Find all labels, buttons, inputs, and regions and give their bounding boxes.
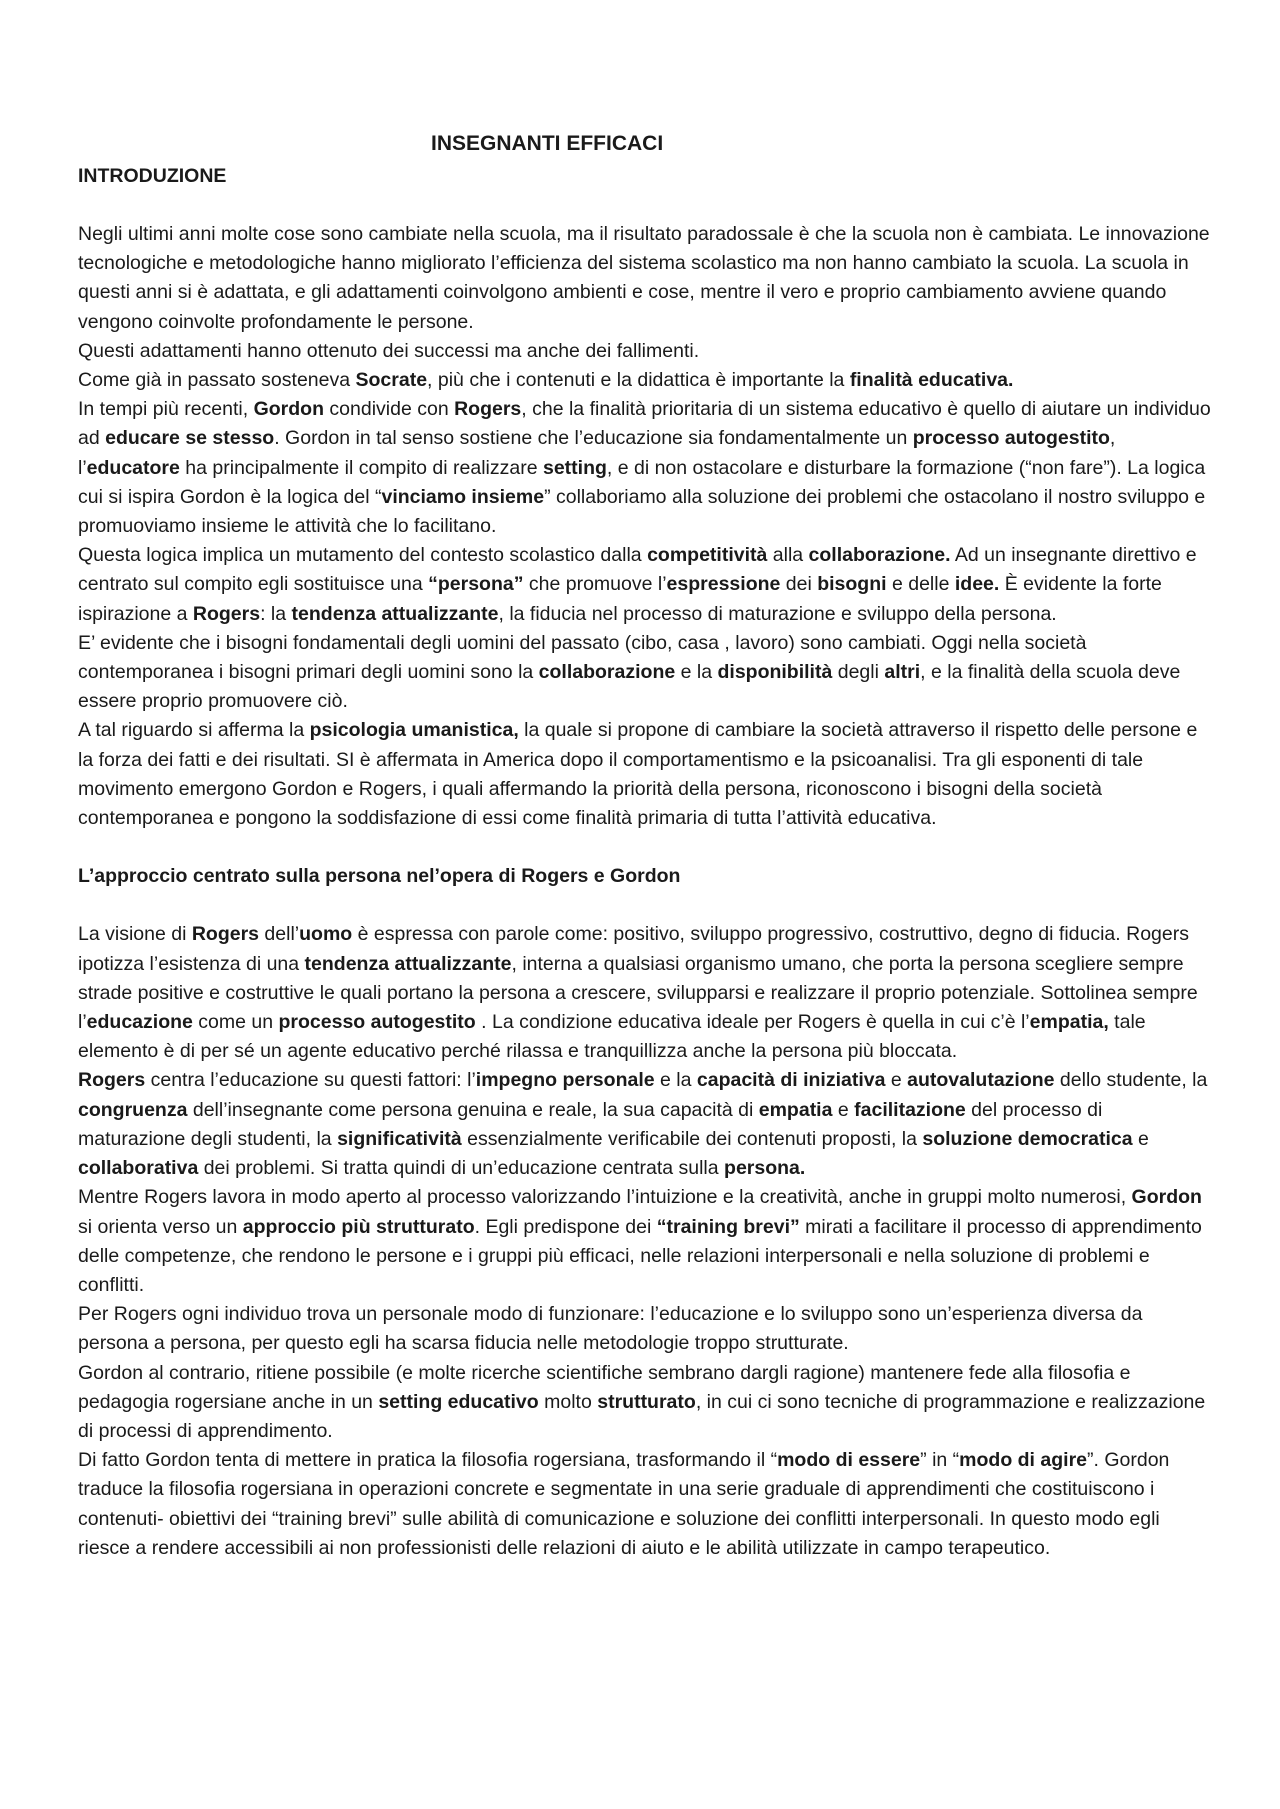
bold-text: soluzione democratica bbox=[922, 1127, 1133, 1150]
bold-text: disponibilità bbox=[717, 661, 833, 684]
text-run: Negli ultimi anni molte cose sono cambiate nella scuola, ma il risultato paradossale è che la scuola non è cambiata. Le innovazione tecnologiche e metodologiche hanno migliorato l’efficienza del sistema scolastico ma non hanno cambiato la scuola. La scuola in questi anni si è adattata, e gli adattamenti coinvolgono ambienti e cose, mentre il vero e proprio cambiamento avviene quando vengono coinvolte profondamente le persone. bbox=[78, 223, 1210, 333]
text-run: e delle bbox=[886, 573, 955, 596]
section2-body bbox=[78, 920, 1213, 1562]
bold-text: autovalutazione bbox=[907, 1069, 1055, 1092]
bold-text: modo di agire bbox=[959, 1449, 1088, 1472]
text-run: alla bbox=[767, 544, 809, 567]
paragraph bbox=[78, 1183, 1213, 1300]
text-run: Questa logica implica un mutamento del contesto scolastico dalla bbox=[78, 544, 648, 567]
bold-text: psicologia umanistica, bbox=[309, 719, 519, 742]
bold-text: setting bbox=[542, 456, 607, 479]
paragraph bbox=[78, 366, 1213, 395]
text-run: , che la finalità prioritaria di un sistema educativo è quello di aiutare un individuo ad bbox=[78, 398, 1211, 450]
text-run: , e la finalità della scuola deve essere proprio promuovere ciò. bbox=[78, 661, 1181, 713]
text-run: molto bbox=[538, 1390, 598, 1413]
bold-text: collaborazione bbox=[538, 661, 676, 684]
section-heading: L’approccio centrato sulla persona nel’opera di Rogers e Gordon bbox=[78, 865, 681, 888]
bold-text: persona. bbox=[724, 1157, 806, 1180]
bold-text: vinciamo insieme bbox=[381, 485, 545, 508]
bold-text: idee. bbox=[954, 573, 1000, 596]
text-run: Questi adattamenti hanno ottenuto dei successi ma anche dei fallimenti. bbox=[78, 339, 700, 362]
text-run: e bbox=[885, 1069, 908, 1092]
text-run: mirati a facilitare il processo di apprendimento delle competenze, che rendono le persone e i gruppi più efficaci, nelle relazioni interpersonali e nella soluzione di problemi e conflitti. bbox=[78, 1215, 1202, 1296]
text-run: , in cui ci sono tecniche di programmazione e realizzazione di processi di apprendimento. bbox=[78, 1390, 1206, 1442]
paragraph bbox=[78, 337, 1213, 366]
bold-text: approccio più strutturato bbox=[242, 1215, 475, 1238]
bold-text: educatore bbox=[86, 456, 180, 479]
bold-text: capacità di iniziativa bbox=[696, 1069, 886, 1092]
text-run: A tal riguardo si afferma la bbox=[78, 719, 310, 742]
text-run: , l’ bbox=[78, 427, 1116, 479]
text-run: la quale si propone di cambiare la società attraverso il rispetto delle persone e la forza dei fatti e dei risultati. SI è affermata in America dopo il comportamentismo e la psicoanalisi. Tra gli esponenti di tale movimento emergono Gordon e Rogers, i quali affermando la priorità della persona, riconoscono i bisogni della società contemporanea e pongono la soddisfazione di essi come finalità primaria di tutta l’attività educativa. bbox=[78, 719, 1198, 830]
bold-text: setting educativo bbox=[378, 1390, 539, 1413]
paragraph bbox=[78, 1300, 1213, 1358]
text-run: ” collaboriamo alla soluzione dei problemi che ostacolano il nostro sviluppo e promuoviamo insieme le attività che lo facilitano. bbox=[78, 485, 1206, 538]
text-run: e la bbox=[675, 661, 718, 684]
document-title: INSEGNANTI EFFICACI bbox=[431, 132, 664, 155]
bold-text: “persona” bbox=[428, 573, 524, 596]
text-run: . La condizione educativa ideale per Rogers è quella in cui c’è l’ bbox=[475, 1011, 1030, 1034]
text-run: centra l’educazione su questi fattori: l’ bbox=[145, 1069, 476, 1092]
bold-text: Gordon bbox=[1131, 1186, 1202, 1209]
paragraph bbox=[78, 541, 1213, 629]
bold-text: tendenza attualizzante bbox=[304, 952, 512, 975]
text-run: ” in “ bbox=[920, 1449, 960, 1472]
text-run: ”. Gordon traduce la filosofia rogersiana in operazioni concrete e segmentate in una serie graduale di apprendimenti che costituiscono i contenuti- obiettivi dei “training brevi” sulle abilità di comunicazione e soluzione dei conflitti interpersonali. In questo modo egli riesce a rendere accessibili ai non professionisti delle relazioni di aiuto e le abilità utilizzate in campo terapeutico. bbox=[78, 1449, 1170, 1559]
text-run: È evidente la forte ispirazione a bbox=[78, 573, 1162, 625]
document-page bbox=[78, 126, 1213, 1563]
text-run: : la bbox=[260, 602, 292, 625]
paragraph bbox=[78, 1359, 1213, 1447]
paragraph bbox=[78, 1066, 1213, 1183]
text-run: dello studente, la bbox=[1054, 1069, 1208, 1092]
bold-text: collaborativa bbox=[78, 1157, 199, 1180]
bold-text: Gordon bbox=[253, 398, 324, 421]
text-run: Come già in passato sosteneva bbox=[78, 369, 356, 392]
text-run: tale elemento è di per sé un agente educativo perché rilassa e tranquillizza anche la persona più bloccata. bbox=[78, 1011, 1146, 1063]
text-run: In tempi più recenti, bbox=[78, 398, 254, 421]
intro-heading: INTRODUZIONE bbox=[78, 165, 227, 187]
bold-text: facilitazione bbox=[854, 1098, 966, 1121]
intro-body bbox=[78, 220, 1213, 833]
text-run: e bbox=[832, 1098, 855, 1121]
bold-text: Rogers bbox=[191, 923, 260, 946]
text-run: si orienta verso un bbox=[78, 1215, 243, 1238]
text-run: , e di non ostacolare e disturbare la formazione (“non fare”). La logica cui si ispira Gordon è la logica del “ bbox=[78, 456, 1206, 508]
text-run: Per Rogers ogni individuo trova un personale modo di funzionare: l’educazione e lo sviluppo sono un’esperienza diversa da persona a persona, per questo egli ha scarsa fiducia nelle metodologie troppo strutturate. bbox=[78, 1303, 1143, 1355]
text-run: E’ evidente che i bisogni fondamentali degli uomini del passato (cibo, casa , lavoro) sono cambiati. Oggi nella società contemporanea i bisogni primari degli uomini sono la bbox=[78, 631, 1087, 684]
paragraph bbox=[78, 920, 1213, 1066]
bold-text: competitività bbox=[647, 544, 768, 567]
text-run: dell’insegnante come persona genuina e reale, la sua capacità di bbox=[187, 1098, 759, 1121]
text-run: e bbox=[1132, 1127, 1149, 1150]
text-run: , interna a qualsiasi organismo umano, che porta la persona scegliere sempre strade positive e costruttive le quali portano la persona a crescere, svilupparsi e realizzare il proprio potenziale. Sottolinea sempre l’ bbox=[78, 952, 1198, 1034]
text-run: essenzialmente verificabile dei contenuti proposti, la bbox=[461, 1127, 923, 1150]
paragraph bbox=[78, 1446, 1213, 1563]
text-run: dell’ bbox=[259, 923, 300, 946]
bold-text: “training brevi” bbox=[656, 1215, 800, 1238]
text-run: condivide con bbox=[324, 398, 455, 421]
bold-text: Socrate bbox=[355, 369, 428, 392]
paragraph bbox=[78, 395, 1213, 541]
text-run: , la fiducia nel processo di maturazione e sviluppo della persona. bbox=[498, 602, 1057, 625]
text-run: Ad un insegnante direttivo e centrato sul compito egli sostituisce una bbox=[78, 544, 1197, 596]
text-run: Gordon al contrario, ritiene possibile (e molte ricerche scientifiche sembrano dargli ragione) mantenere fede alla filosofia e pedagogia rogersiane anche in un bbox=[78, 1361, 1131, 1413]
text-run: , più che i contenuti e la didattica è importante la bbox=[427, 369, 850, 392]
text-run: Mentre Rogers lavora in modo aperto al processo valorizzando l’intuizione e la creatività, anche in gruppi molto numerosi, bbox=[78, 1186, 1132, 1209]
bold-text: finalità educativa. bbox=[849, 369, 1014, 392]
bold-text: modo di essere bbox=[777, 1449, 921, 1472]
paragraph bbox=[78, 629, 1213, 717]
bold-text: congruenza bbox=[78, 1098, 188, 1121]
bold-text: bisogni bbox=[817, 573, 887, 596]
bold-text: educazione bbox=[86, 1011, 193, 1034]
bold-text: collaborazione. bbox=[808, 544, 951, 567]
text-run: La visione di bbox=[78, 923, 192, 946]
bold-text: significatività bbox=[337, 1127, 462, 1150]
text-run: dei problemi. Si tratta quindi di un’educazione centrata sulla bbox=[198, 1157, 725, 1180]
text-run: ha principalmente il compito di realizzare bbox=[179, 456, 543, 479]
paragraph bbox=[78, 716, 1213, 833]
text-run: dei bbox=[780, 573, 818, 596]
text-run: . Gordon in tal senso sostiene che l’educazione sia fondamentalmente un bbox=[274, 427, 913, 450]
text-run: degli bbox=[832, 661, 885, 684]
text-run: che promuove l’ bbox=[523, 573, 667, 596]
bold-text: Rogers bbox=[78, 1069, 146, 1092]
bold-text: impegno personale bbox=[475, 1069, 655, 1092]
bold-text: strutturato bbox=[597, 1390, 696, 1413]
text-run: del processo di maturazione degli studenti, la bbox=[78, 1098, 1103, 1150]
bold-text: Rogers bbox=[454, 398, 522, 421]
bold-text: tendenza attualizzante bbox=[291, 602, 499, 625]
bold-text: altri bbox=[884, 661, 921, 684]
bold-text: espressione bbox=[666, 573, 781, 596]
bold-text: empatia, bbox=[1029, 1011, 1109, 1034]
paragraph bbox=[78, 220, 1213, 337]
bold-text: uomo bbox=[299, 923, 353, 946]
bold-text: empatia bbox=[758, 1098, 833, 1121]
bold-text: educare se stesso bbox=[105, 427, 275, 450]
text-run: come un bbox=[192, 1011, 279, 1034]
bold-text: processo autogestito bbox=[912, 427, 1110, 450]
text-run: e la bbox=[654, 1069, 697, 1092]
bold-text: processo autogestito bbox=[278, 1011, 476, 1034]
text-run: è espressa con parole come: positivo, sviluppo progressivo, costruttivo, degno di fiducia. Rogers ipotizza l’esistenza di una bbox=[78, 923, 1189, 975]
text-run: Di fatto Gordon tenta di mettere in pratica la filosofia rogersiana, trasformando il “ bbox=[78, 1449, 778, 1472]
bold-text: Rogers bbox=[192, 602, 261, 625]
text-run: . Egli predispone dei bbox=[474, 1215, 657, 1238]
